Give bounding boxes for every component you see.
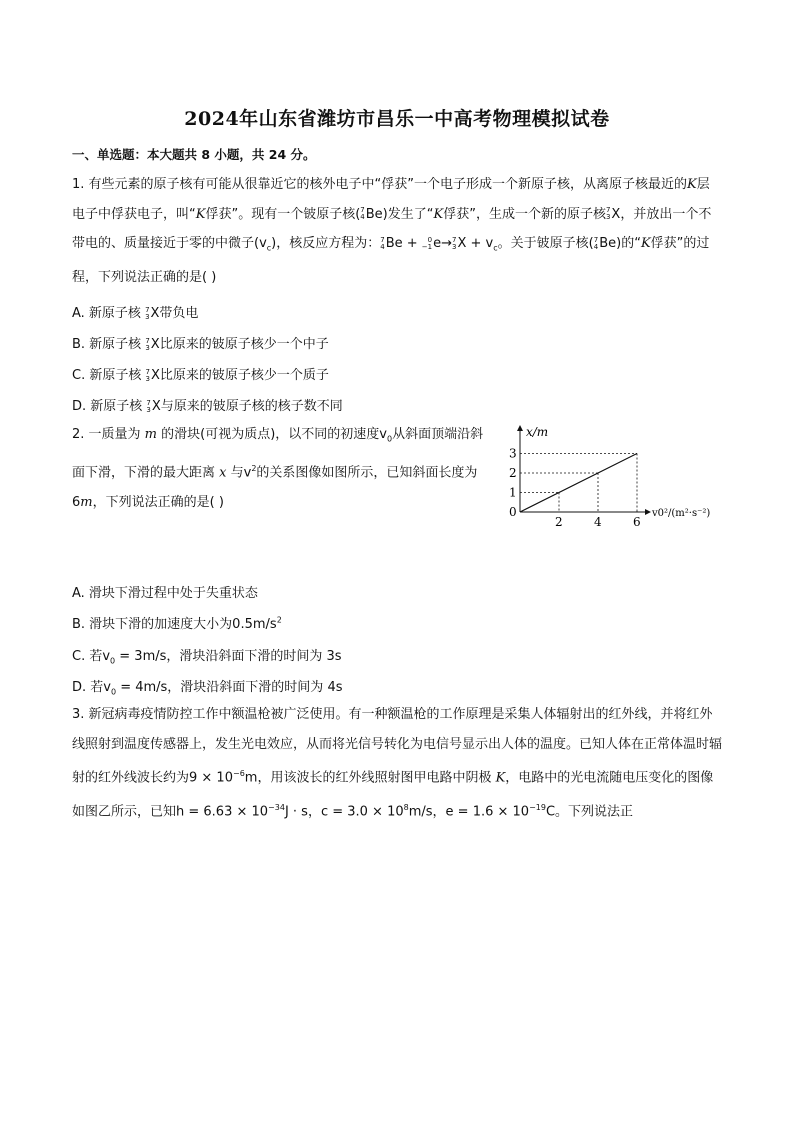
x-tick-label-1: 4 <box>594 515 602 529</box>
y-axis-label: x/m <box>526 425 549 439</box>
section-heading: 一、单选题：本大题共 8 小题，共 24 分。 <box>72 147 316 162</box>
q2-option-d[interactable]: D. 若$v_0 = 4m/s$，滑块沿斜面下滑的时间为 4s <box>72 680 343 697</box>
series-line <box>520 454 637 513</box>
q2-option-c[interactable]: C. 若$v_0 = 3m/s$，滑块沿斜面下滑的时间为 3s <box>72 649 342 666</box>
y-tick-label-0: 1 <box>509 485 517 500</box>
q1-option-d[interactable]: D. 新原子核 7 3X与原来的铍原子核的核子数不同 <box>72 398 343 414</box>
question-2-stem: 2. 一质量为 m 的滑块(可视为质点)，以不同的初速度$v_0$从斜面顶端沿斜面下滑，下滑的最大距离 x 与$v^2$的关系图像如图所示，已知斜面长度为 6m，下列说法正确的是( ) <box>72 427 484 510</box>
origin-label: 0 <box>509 505 517 519</box>
q1-option-a[interactable]: A. 新原子核 7 3X带负电 <box>72 305 199 321</box>
x-tick-label-0: 2 <box>555 515 563 529</box>
x-tick-label-2: 6 <box>633 515 641 529</box>
q1-option-c[interactable]: C. 新原子核 7 3X比原来的铍原子核少一个质子 <box>72 367 329 383</box>
q2-option-b[interactable]: B. 滑块下滑的加速度大小为$0.5m/s^2$ <box>72 615 282 632</box>
x-axis-label: v0²/(m²·s⁻²) <box>652 508 711 519</box>
question-1-stem: 1. 有些元素的原子核有可能从很靠近它的核外电子中“俘获”一个电子形成一个新原子核，从离原子核最近的K层电子中俘获电子，叫“K俘获”。现有一个铍原子核(7 4Be)发生了“K俘获”，生成一个新的原子核7 3X，并放出一个不带电的、质量接近于零的中微子$(v_c)$，核反应方程为：7 4Be + 0 −1e→7 $3X + v_c$。关于铍原子核(7 4Be)的“K俘获”的过程，下列说法正确的是( ) <box>72 177 712 286</box>
x-v2-graph <box>500 420 730 530</box>
y-tick-label-2: 3 <box>509 446 517 461</box>
question-3-stem: 3. 新冠病毒疫情防控工作中额温枪被广泛使用。有一种额温枪的工作原理是采集人体辐射出的红外线，并将红外线照射到温度传感器上，发生光电效应，从而将光信号转化为电信号显示出人体的温度。已知人体在正常体温时辐射的红外线波长约为$9 \times 10^{-6}m$，用该波长的红外线照射图甲电路中阴极 K，电路中的光电流随电压变化的图像如图乙所示，已知$h = 6.63 \times 10^{-34}J \cdot s$，$c = 3.0 \times 10^8m/s$，$e = 1.6 \times 10^{-19}C$。下列说法正 <box>72 707 723 820</box>
q2-option-a[interactable]: A. 滑块下滑过程中处于失重状态 <box>72 586 258 601</box>
page-title: 2024年山东省潍坊市昌乐一中高考物理模拟试卷 <box>184 108 610 130</box>
y-tick-label-1: 2 <box>509 466 517 480</box>
q1-option-b[interactable]: B. 新原子核 7 3X比原来的铍原子核少一个中子 <box>72 336 329 352</box>
